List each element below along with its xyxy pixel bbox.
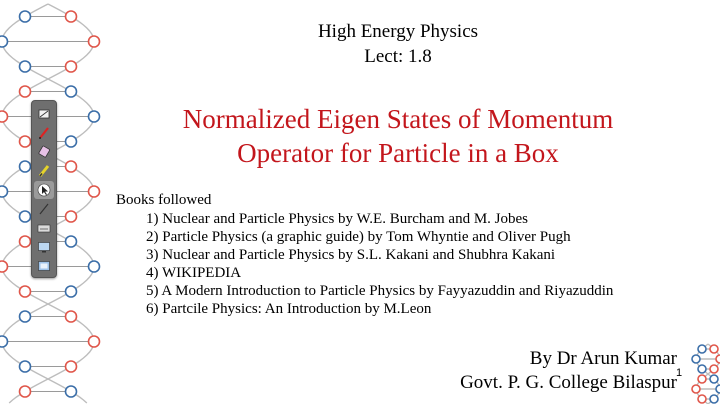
dna-node (710, 395, 718, 403)
dna-node (20, 136, 31, 147)
dna-node (698, 345, 706, 353)
dna-node (66, 286, 77, 297)
dna-node (66, 386, 77, 397)
dna-node (66, 211, 77, 222)
highlighter-icon[interactable] (34, 143, 54, 161)
books-heading: Books followed (116, 192, 212, 208)
pen-toolbar (31, 100, 57, 278)
author-name: By Dr Arun Kumar (529, 348, 677, 369)
dna-node (0, 36, 8, 47)
dna-node (0, 261, 8, 272)
slide-title-line2: Operator for Particle in a Box (237, 138, 559, 168)
dna-node (20, 361, 31, 372)
dna-node (66, 236, 77, 247)
pointer-icon[interactable] (34, 181, 54, 199)
keyboard-icon[interactable] (34, 219, 54, 237)
pen-thin-icon[interactable] (34, 200, 54, 218)
slide-title-line1: Normalized Eigen States of Momentum (182, 104, 614, 134)
dna-node (710, 375, 718, 383)
book-item: 2) Particle Physics (a graphic guide) by Tom Whyntie and Oliver Pugh (146, 229, 571, 245)
dna-node (20, 286, 31, 297)
dna-node (698, 375, 706, 383)
dna-node (716, 385, 720, 393)
book-item: 3) Nuclear and Particle Physics by S.L. Kakani and Shubhra Kakani (146, 247, 556, 263)
dna-node (716, 355, 720, 363)
dna-node (20, 11, 31, 22)
dna-node (20, 61, 31, 72)
marker-yellow-icon[interactable] (34, 162, 54, 180)
slide-number: 1 (676, 367, 683, 379)
dna-node (20, 86, 31, 97)
dna-helix-decoration-right (690, 340, 720, 404)
screen-icon[interactable] (34, 238, 54, 256)
dna-node (710, 345, 718, 353)
book-item: 5) A Modern Introduction to Particle Physics by Fayyazuddin and Riyazuddin (146, 283, 614, 299)
book-item: 4) WIKIPEDIA (146, 265, 242, 281)
dna-node (698, 395, 706, 403)
dna-node (20, 161, 31, 172)
dna-node (20, 311, 31, 322)
dna-node (89, 111, 100, 122)
dna-node (89, 186, 100, 197)
dna-node (66, 161, 77, 172)
course-title: High Energy Physics (317, 21, 479, 42)
dna-node (0, 336, 8, 347)
eraser-icon[interactable] (34, 105, 54, 123)
dna-node (0, 186, 8, 197)
dna-node (89, 336, 100, 347)
dna-node (698, 365, 706, 373)
dna-node (710, 365, 718, 373)
dna-node (89, 36, 100, 47)
dna-node (66, 86, 77, 97)
dna-node (20, 386, 31, 397)
author-college: Govt. P. G. College Bilaspur (460, 372, 677, 393)
dna-node (66, 61, 77, 72)
pen-red-icon[interactable] (34, 124, 54, 142)
lecture-number: Lect: 1.8 (364, 46, 432, 67)
dna-node (66, 11, 77, 22)
dna-node (692, 385, 700, 393)
dna-node (66, 136, 77, 147)
dna-node (20, 211, 31, 222)
book-item: 1) Nuclear and Particle Physics by W.E. Burcham and M. Jobes (146, 211, 529, 227)
dna-node (66, 311, 77, 322)
book-item: 6) Partcile Physics: An Introduction by M.Leon (146, 301, 432, 317)
dna-node (66, 361, 77, 372)
dna-node (692, 355, 700, 363)
settings-icon[interactable] (34, 257, 54, 275)
dna-node (20, 236, 31, 247)
dna-node (89, 261, 100, 272)
dna-node (0, 111, 8, 122)
